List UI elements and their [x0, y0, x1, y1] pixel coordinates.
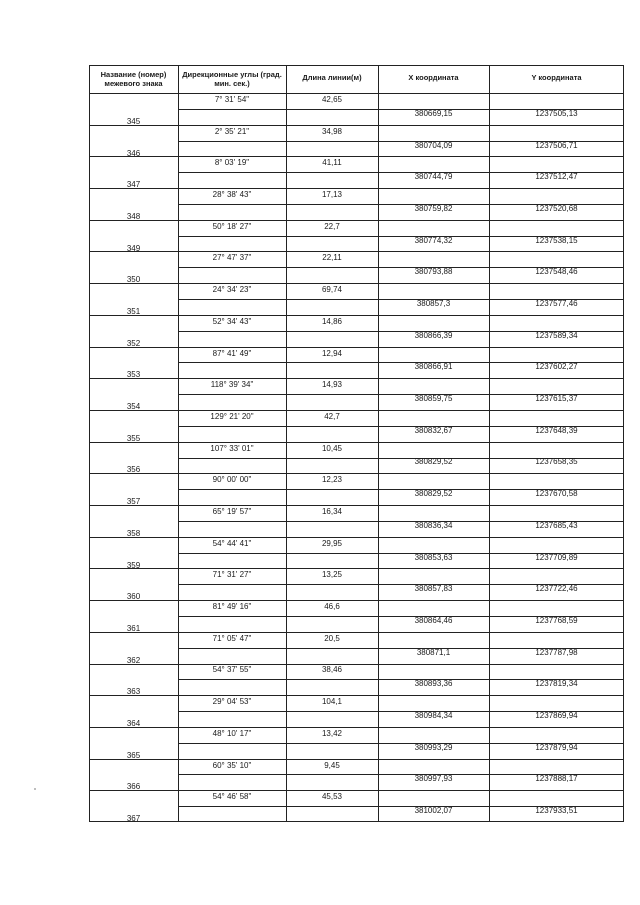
point-y: 1237869,94	[535, 711, 578, 720]
point-name: 360	[126, 592, 141, 602]
segment-angle: 54° 46' 58"	[212, 792, 252, 802]
point-x: 380997,93	[414, 774, 453, 784]
coordinates-table	[89, 65, 624, 822]
segment-length: 14,93	[321, 380, 343, 390]
point-name: 354	[126, 402, 141, 411]
segment-length: 69,74	[321, 285, 343, 295]
point-name: 359	[126, 560, 141, 570]
segment-angle: 107° 33' 01"	[210, 443, 254, 453]
point-y: 1237505,13	[535, 108, 578, 118]
point-name: 355	[126, 433, 141, 443]
point-x: 380871,1	[416, 647, 451, 657]
point-name: 348	[126, 211, 141, 221]
point-name: 363	[126, 687, 141, 697]
point-y: 1237709,89	[535, 552, 578, 562]
point-x: 380793,88	[414, 267, 453, 277]
segment-angle: 65° 19' 57"	[212, 507, 252, 516]
segment-length: 46,6	[324, 602, 340, 612]
segment-angle: 71° 31' 27"	[212, 570, 252, 580]
point-x: 380993,29	[414, 742, 453, 752]
point-y: 1237548,46	[535, 267, 578, 277]
point-x: 380864,46	[414, 615, 453, 625]
segment-angle: 8° 03' 19"	[214, 158, 250, 168]
header-x: X координата	[408, 73, 459, 82]
segment-length: 41,11	[322, 158, 342, 168]
segment-angle: 24° 34' 23"	[212, 285, 252, 295]
point-name: 349	[126, 243, 141, 253]
segment-angle: 29° 04' 53"	[212, 697, 252, 707]
point-y: 1237787,98	[535, 647, 578, 657]
point-y: 1237615,37	[535, 394, 578, 403]
segment-angle: 48° 10' 17"	[212, 728, 252, 738]
segment-angle: 7° 31' 54"	[214, 94, 250, 104]
point-x: 380704,09	[414, 140, 453, 150]
point-x: 380759,82	[414, 203, 453, 213]
scan-speck	[34, 788, 36, 790]
point-x: 380829,52	[414, 489, 453, 499]
segment-length: 12,94	[321, 348, 343, 358]
segment-length: 16,34	[321, 507, 343, 516]
point-x: 380829,52	[414, 457, 453, 467]
segment-length: 12,23	[321, 475, 343, 485]
segment-angle: 81° 49' 16"	[212, 602, 252, 612]
point-name: 364	[126, 719, 141, 728]
point-name: 362	[126, 655, 141, 665]
point-y: 1237648,39	[535, 425, 578, 435]
segment-angle: 71° 05' 47"	[212, 633, 252, 643]
point-y: 1237933,51	[535, 806, 578, 816]
point-y: 1237589,34	[535, 330, 578, 340]
segment-length: 17,13	[321, 190, 343, 199]
point-y: 1237512,47	[535, 172, 578, 182]
point-x: 380893,36	[414, 679, 453, 689]
header-name: Название (номер) межевого знака	[100, 70, 167, 88]
segment-angle: 50° 18' 27"	[212, 221, 252, 231]
segment-length: 38,46	[321, 665, 343, 675]
point-y: 1237577,46	[535, 298, 578, 308]
point-x: 380866,91	[414, 362, 453, 372]
segment-length: 10,45	[321, 443, 343, 453]
segment-length: 34,98	[321, 126, 343, 136]
segment-angle: 28° 38' 43"	[212, 190, 252, 199]
point-x: 380836,34	[414, 520, 453, 530]
segment-length: 104,1	[321, 697, 343, 707]
header-angle: Дирекционные углы (град. мин. сек.)	[182, 70, 282, 88]
segment-angle: 60° 35' 10"	[212, 760, 252, 770]
point-x: 380832,67	[414, 425, 453, 435]
segment-length: 42,7	[324, 411, 340, 421]
segment-angle: 54° 44' 41"	[212, 538, 252, 548]
point-name: 357	[126, 497, 141, 507]
point-x: 380669,15	[414, 108, 453, 118]
point-x: 380866,39	[414, 330, 453, 340]
point-y: 1237670,58	[535, 489, 578, 499]
point-x: 380857,83	[414, 584, 453, 594]
point-x: 380857,3	[416, 298, 451, 308]
point-name: 351	[126, 306, 141, 316]
point-y: 1237658,35	[535, 457, 578, 467]
segment-length: 9,45	[324, 760, 340, 770]
segment-length: 13,42	[321, 728, 343, 738]
point-name: 366	[126, 782, 141, 792]
point-name: 350	[126, 275, 141, 285]
header-y: Y координата	[531, 73, 582, 82]
point-name: 365	[126, 750, 141, 760]
point-y: 1237819,34	[535, 679, 578, 689]
point-x: 380859,75	[414, 394, 453, 403]
table-row-border	[89, 93, 624, 94]
point-name: 361	[126, 623, 141, 633]
segment-angle: 52° 34' 43"	[212, 316, 252, 326]
segment-length: 29,95	[321, 538, 343, 548]
segment-angle: 27° 47' 37"	[212, 253, 252, 263]
point-y: 1237722,46	[535, 584, 578, 594]
point-y: 1237888,17	[535, 774, 578, 784]
segment-length: 14,86	[321, 316, 343, 326]
table-row-border	[89, 65, 624, 66]
point-y: 1237602,27	[535, 362, 578, 372]
segment-angle: 54° 37' 55"	[212, 665, 252, 675]
point-y: 1237685,43	[535, 520, 578, 530]
point-name: 346	[126, 148, 141, 158]
segment-length: 22,7	[324, 221, 340, 231]
point-name: 345	[126, 116, 141, 126]
segment-length: 20,5	[324, 633, 340, 643]
segment-length: 22,11	[322, 253, 342, 263]
point-name: 367	[126, 814, 141, 824]
segment-length: 42,65	[321, 94, 343, 104]
segment-length: 13,25	[321, 570, 343, 580]
header-length: Длина линии(м)	[302, 73, 362, 82]
segment-length: 45,53	[321, 792, 343, 802]
segment-angle: 129° 21' 20"	[210, 411, 254, 421]
point-y: 1237768,59	[535, 615, 578, 625]
point-y: 1237506,71	[535, 140, 578, 150]
point-x: 380774,32	[414, 235, 453, 245]
point-x: 380853,63	[414, 552, 453, 562]
segment-angle: 2° 35' 21"	[214, 126, 250, 136]
point-name: 347	[126, 180, 141, 190]
point-x: 380744,79	[414, 172, 453, 182]
segment-angle: 90° 00' 00"	[212, 475, 252, 485]
segment-angle: 118° 39' 34"	[210, 380, 254, 390]
point-y: 1237538,15	[535, 235, 578, 245]
point-name: 356	[126, 465, 141, 475]
segment-angle: 87° 41' 49"	[212, 348, 252, 358]
point-y: 1237520,68	[535, 203, 578, 213]
point-x: 381002,07	[414, 806, 453, 816]
point-y: 1237879,94	[535, 742, 578, 752]
point-name: 352	[126, 338, 141, 348]
point-name: 358	[126, 528, 141, 538]
point-name: 353	[126, 370, 141, 380]
point-x: 380984,34	[414, 711, 453, 720]
